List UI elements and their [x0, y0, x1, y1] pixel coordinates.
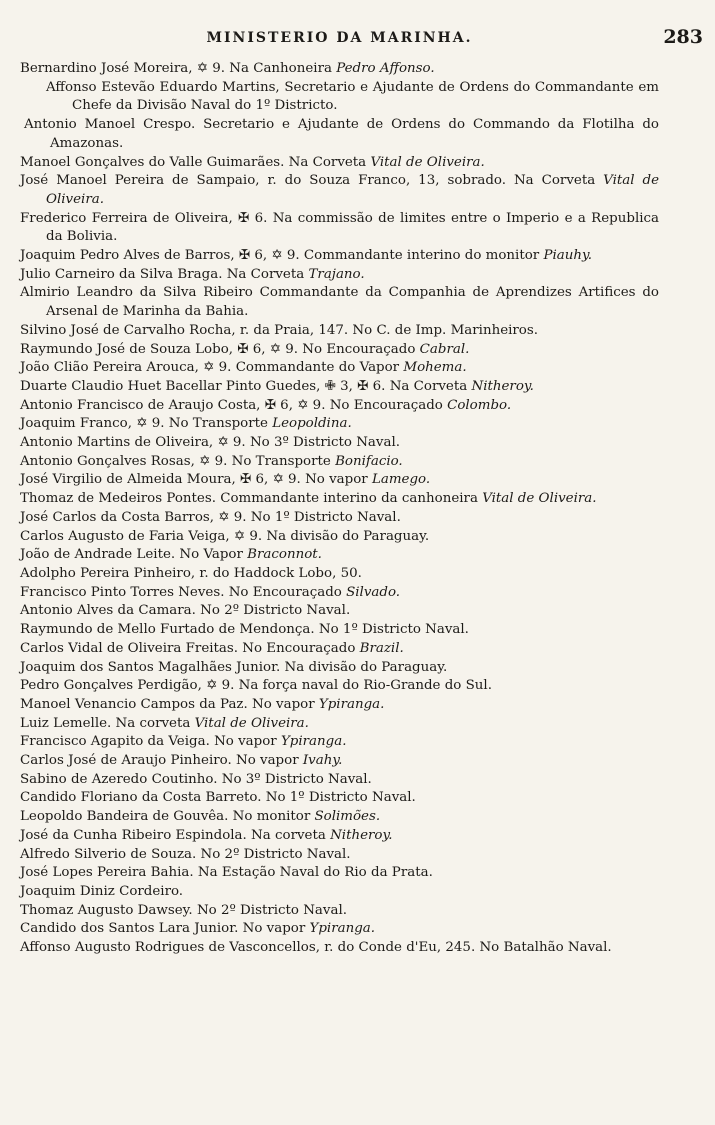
entry-text: Silvino José de Carvalho Rocha, r. da Praia, 147. No C. de Imp. Marinheiros. — [20, 322, 538, 338]
list-item — [20, 752, 659, 771]
entry-text: João Clião Pereira Arouca, ✡ 9. Commandante do Vapor — [20, 360, 404, 376]
list-item — [20, 640, 659, 659]
ship-name: Nitheroy. — [471, 378, 534, 394]
ship-name: Nitheroy. — [330, 827, 393, 843]
entry-text: Francisco Agapito da Veiga. No vapor — [20, 734, 281, 750]
ship-name: Vital de Oliveira. — [482, 491, 597, 507]
list-item — [20, 284, 659, 321]
list-item — [20, 939, 659, 958]
entry-text: Candido Floriano da Costa Barreto. No 1º Districto Naval. — [20, 790, 416, 806]
ship-name: Silvado. — [346, 584, 401, 600]
entry-text: Antonio Martins de Oliveira, ✡ 9. No 3º Districto Naval. — [20, 435, 400, 451]
entry-text: Pedro Gonçalves Perdigão, ✡ 9. Na força naval do Rio-Grande do Sul. — [20, 678, 492, 694]
list-item — [20, 659, 659, 678]
ship-name: Bonifacio. — [335, 453, 403, 469]
list-item — [20, 210, 659, 247]
ship-name: Solimões. — [314, 809, 381, 825]
entry-text: Antonio Gonçalves Rosas, ✡ 9. No Transporte — [20, 453, 336, 469]
list-item — [20, 528, 659, 547]
entry-text: Joaquim dos Santos Magalhães Junior. Na divisão do Paraguay. — [20, 659, 448, 675]
list-item — [20, 154, 659, 173]
list-item — [20, 565, 659, 584]
ship-name: Piauhy. — [543, 248, 593, 264]
ship-name: Ypiranga. — [318, 696, 385, 712]
entry-text: Adolpho Pereira Pinheiro, r. do Haddock Lobo, 50. — [20, 565, 362, 581]
entry-text: Candido dos Santos Lara Junior. No vapor — [20, 921, 310, 937]
list-item — [20, 453, 659, 472]
entry-text: Almirio Leandro da Silva Ribeiro Commandante da Companhia de Aprendizes Artifices do Arsenal de Marinha da Bahia. — [20, 285, 659, 320]
entry-text: João de Andrade Leite. No Vapor — [20, 547, 248, 563]
ship-name: Leopoldina. — [272, 416, 352, 432]
list-item — [20, 546, 659, 565]
list-item — [20, 846, 659, 865]
entry-text: Sabino de Azeredo Coutinho. No 3º Districto Naval. — [20, 771, 372, 787]
ship-name: Brazil. — [359, 640, 404, 656]
list-item — [20, 359, 659, 378]
list-item — [20, 322, 659, 341]
list-item — [20, 490, 659, 509]
entry-text: Raymundo José de Souza Lobo, ✠ 6, ✡ 9. No Encouraçado — [20, 341, 420, 357]
page-header — [20, 26, 703, 60]
personnel-list — [20, 60, 659, 958]
list-item — [20, 902, 659, 921]
list-item — [20, 266, 659, 285]
entry-text: Joaquim Franco, ✡ 9. No Transporte — [20, 416, 273, 432]
entry-text: Joaquim Pedro Alves de Barros, ✠ 6, ✡ 9. Commandante interino do monitor — [20, 248, 544, 264]
entry-text: Thomaz de Medeiros Pontes. Commandante interino da canhoneira — [20, 491, 483, 507]
ship-name: Vital de Oliveira. — [194, 715, 309, 731]
entry-text: Duarte Claudio Huet Bacellar Pinto Guedes, ✙ 3, ✠ 6. Na Corveta — [20, 378, 472, 394]
list-item — [20, 602, 659, 621]
list-item — [20, 247, 659, 266]
list-item — [20, 378, 659, 397]
ship-name: Trajano. — [308, 266, 365, 282]
entry-text: Antonio Alves da Camara. No 2º Districto Naval. — [20, 603, 351, 619]
list-item — [20, 79, 659, 116]
entry-text: José Lopes Pereira Bahia. Na Estação Naval do Rio da Prata. — [20, 865, 433, 881]
list-item — [20, 509, 659, 528]
entry-text: José Carlos da Costa Barros, ✡ 9. No 1º Districto Naval. — [20, 509, 401, 525]
ship-name: Ypiranga. — [309, 921, 376, 937]
page-number: 283 — [663, 26, 703, 48]
ship-name: Cabral. — [419, 341, 470, 357]
entry-text: Affonso Estevão Eduardo Martins, Secretario e Ajudante de Ordens do Commandante em Chefe da Divisão Naval do 1º Districto. — [46, 79, 659, 114]
entry-text: Luiz Lemelle. Na corveta — [20, 715, 195, 731]
ship-name: Vital de Oliveira. — [46, 173, 660, 207]
entry-text: José Manoel Pereira de Sampaio, r. do Souza Franco, 13, sobrado. Na Corveta — [20, 173, 604, 189]
list-item — [20, 733, 659, 752]
list-item — [20, 920, 659, 939]
list-item — [20, 883, 659, 902]
ship-name: Pedro Affonso. — [336, 61, 435, 76]
running-title: MINISTERIO DA MARINHA. — [206, 30, 473, 46]
list-item — [20, 434, 659, 453]
ship-name: Braconnot. — [247, 547, 322, 563]
list-item — [20, 415, 659, 434]
list-item — [20, 864, 659, 883]
entry-text: Raymundo de Mello Furtado de Mendonça. No 1º Districto Naval. — [20, 622, 469, 638]
list-item — [20, 677, 659, 696]
ship-name: Ivahy. — [302, 753, 343, 769]
list-item — [20, 715, 659, 734]
list-item — [20, 827, 659, 846]
list-item — [20, 696, 659, 715]
list-item — [20, 808, 659, 827]
entry-text: José da Cunha Ribeiro Espindola. Na corveta — [20, 827, 331, 843]
entry-text: Antonio Manoel Crespo. Secretario e Ajudante de Ordens do Commando da Flotilha do Amazonas. — [24, 117, 659, 151]
entry-text: Manoel Gonçalves do Valle Guimarães. Na Corveta — [20, 154, 371, 170]
ship-name: Mohema. — [403, 360, 467, 376]
ship-name: Lamego. — [371, 472, 431, 488]
entry-text: Carlos Augusto de Faria Veiga, ✡ 9. Na divisão do Paraguay. — [20, 528, 430, 544]
list-item — [20, 584, 659, 603]
entry-text: Manoel Venancio Campos da Paz. No vapor — [20, 696, 319, 712]
list-item — [20, 397, 659, 416]
entry-text: José Virgilio de Almeida Moura, ✠ 6, ✡ 9. No vapor — [20, 472, 372, 488]
entry-text: Leopoldo Bandeira de Gouvêa. No monitor — [20, 809, 315, 825]
entry-text: Alfredo Silverio de Souza. No 2º Districto Naval. — [20, 846, 351, 862]
ship-name: Ypiranga. — [280, 734, 347, 750]
list-item — [20, 60, 659, 79]
ship-name: Colombo. — [447, 397, 512, 413]
ship-name: Vital de Oliveira. — [370, 154, 485, 170]
list-item — [20, 471, 659, 490]
entry-text: Frederico Ferreira de Oliveira, ✠ 6. Na commissão de limites entre o Imperio e a Republica da Bolivia. — [20, 210, 659, 245]
list-item — [20, 116, 659, 153]
entry-text: Carlos José de Araujo Pinheiro. No vapor — [20, 753, 303, 769]
entry-text: Julio Carneiro da Silva Braga. Na Corveta — [20, 266, 309, 282]
list-item — [20, 771, 659, 790]
entry-text: Antonio Francisco de Araujo Costa, ✠ 6, ✡ 9. No Encouraçado — [20, 397, 448, 413]
list-item — [20, 621, 659, 640]
entry-text: Bernardino José Moreira, ✡ 9. Na Canhoneira — [20, 61, 337, 76]
list-item — [20, 172, 659, 209]
entry-text: Joaquim Diniz Cordeiro. — [20, 883, 184, 899]
entry-text: Thomaz Augusto Dawsey. No 2º Districto Naval. — [20, 902, 347, 918]
entry-text: Affonso Augusto Rodrigues de Vasconcellos, r. do Conde d'Eu, 245. No Batalhão Naval. — [20, 940, 612, 956]
list-item — [20, 341, 659, 360]
entry-text: Francisco Pinto Torres Neves. No Encouraçado — [20, 584, 347, 600]
entry-text: Carlos Vidal de Oliveira Freitas. No Encouraçado — [20, 640, 360, 656]
list-item — [20, 789, 659, 808]
